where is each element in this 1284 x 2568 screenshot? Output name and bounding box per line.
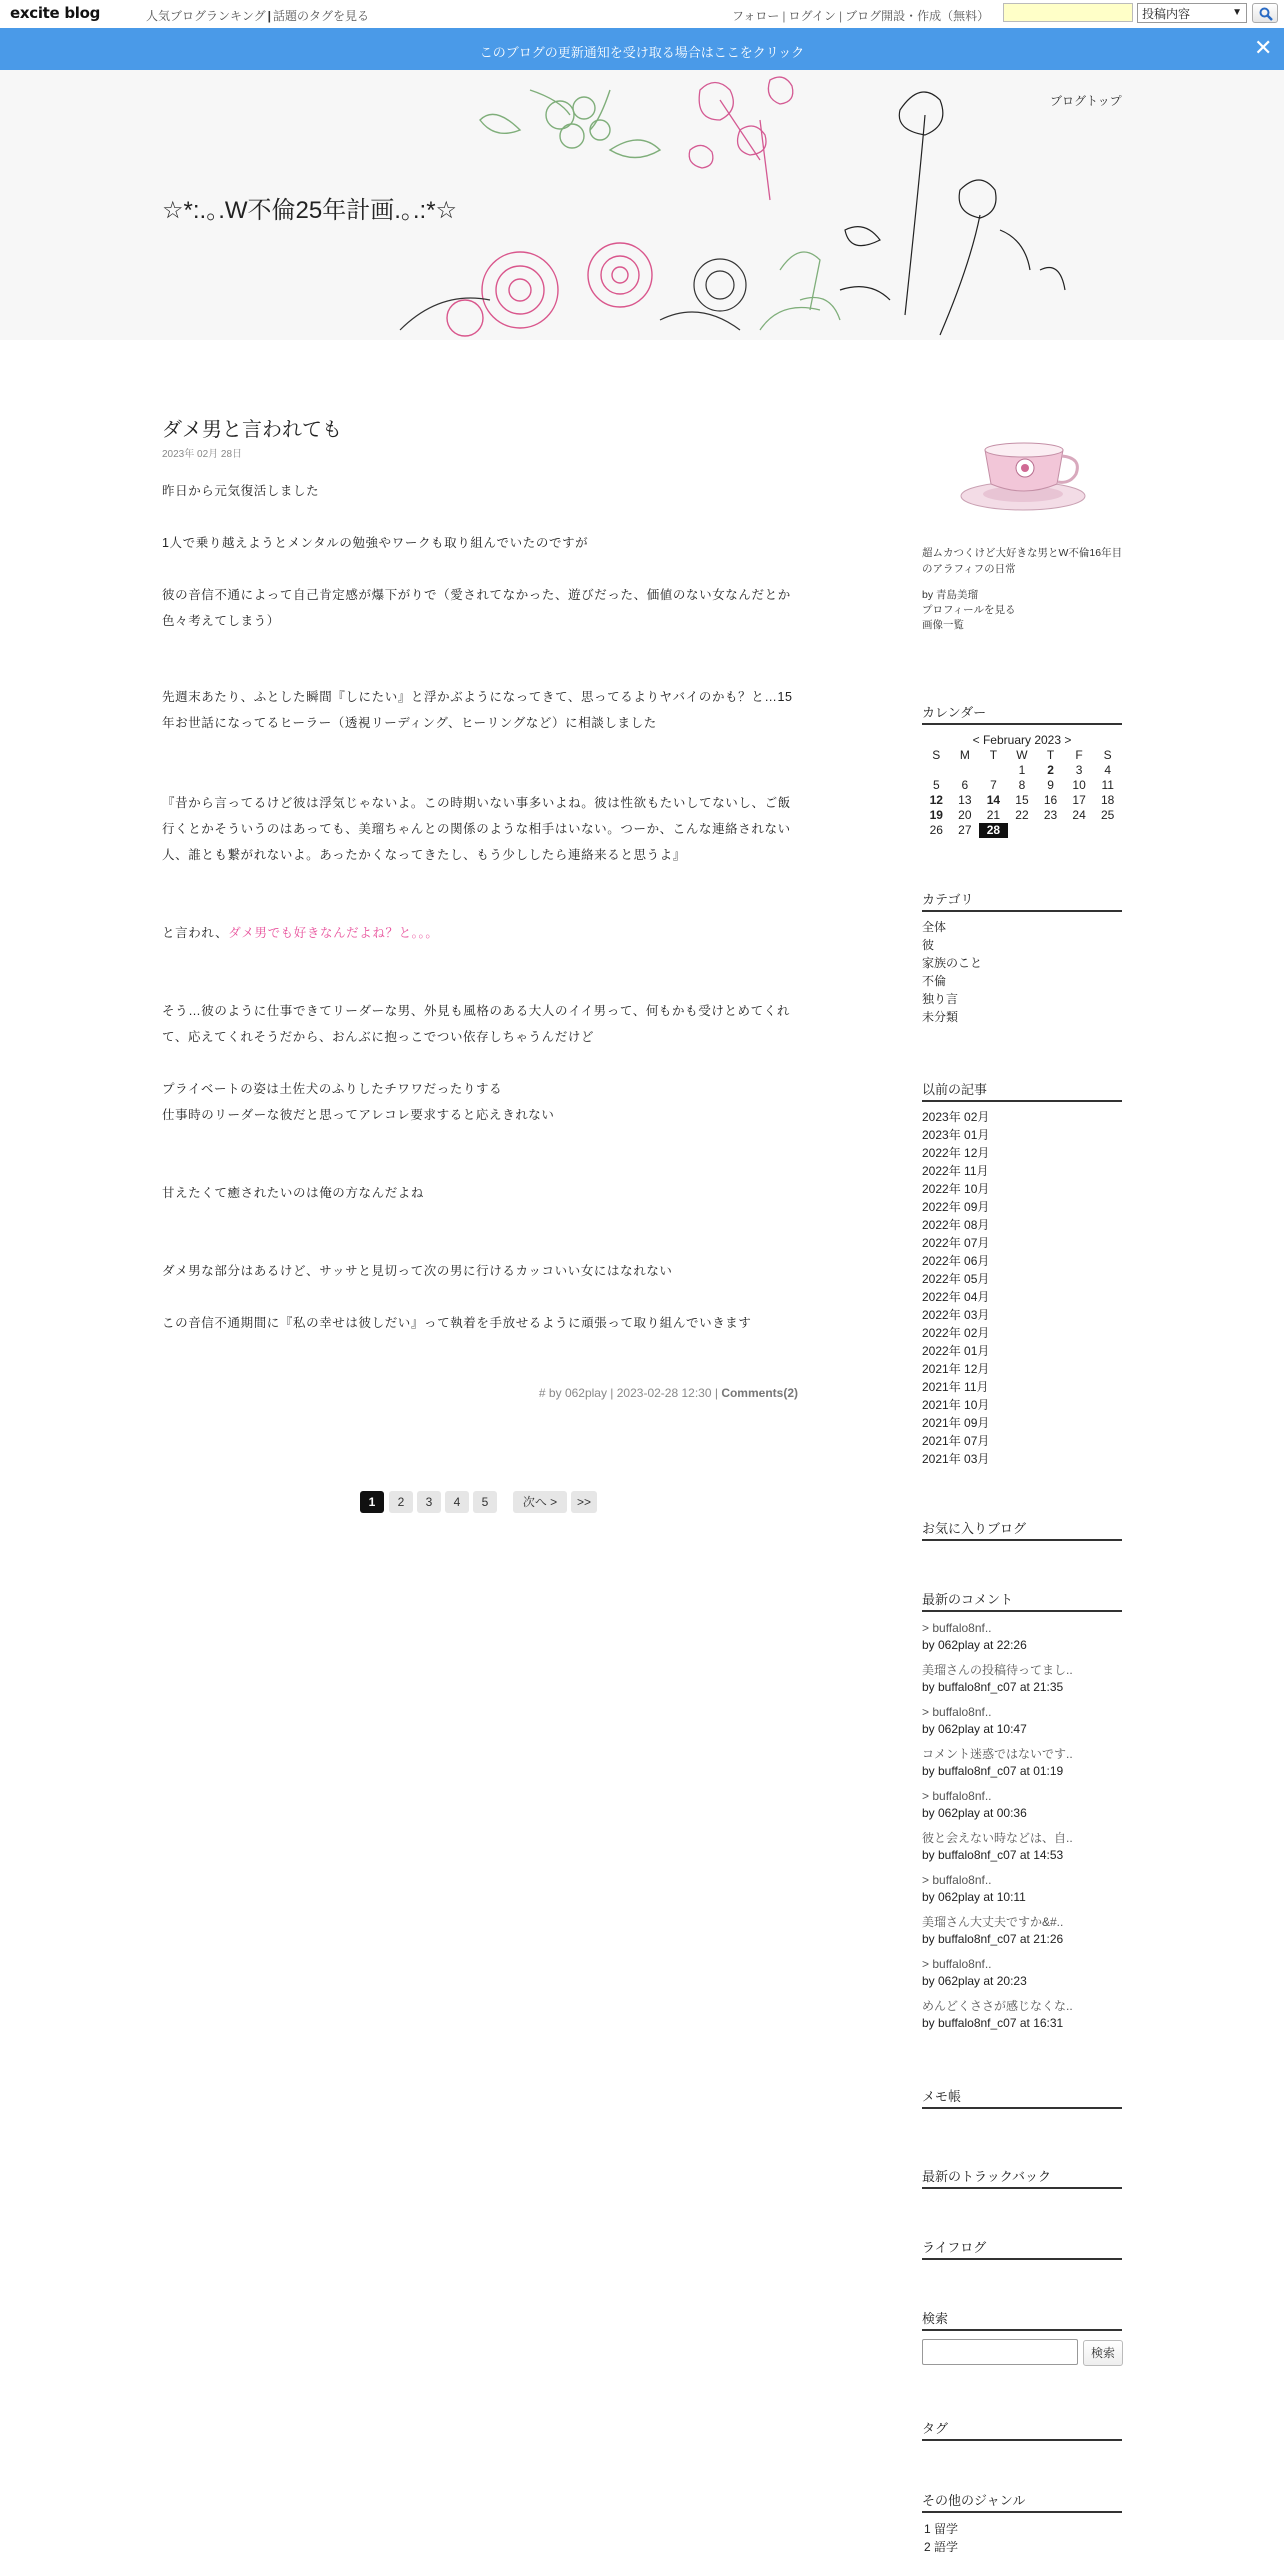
archive-heading: 以前の記事 — [922, 1079, 1122, 1102]
calendar-day: 17 — [1072, 793, 1086, 807]
post-title[interactable]: ダメ男と言われても — [162, 419, 342, 441]
post-paragraph: 昨日から元気復活しました — [162, 484, 320, 498]
calendar-week — [922, 808, 1122, 823]
archive-item[interactable]: 2022年 11月 — [922, 1164, 989, 1178]
archive-item[interactable]: 2022年 12月 — [922, 1146, 990, 1160]
calendar-weekday: S — [932, 748, 941, 762]
calendar-day: 13 — [958, 793, 972, 807]
calendar-weekday: S — [1103, 748, 1112, 762]
post-paragraph: 先週末あたり、ふとした瞬間『しにたい』と浮かぶようになってきて、思ってるよりヤバイのかも？と…15年お世話になってるヒーラー（透視リーディング、ヒーリングなど）に相談しました — [162, 690, 793, 730]
post-date: 2023年 02月 28日 — [162, 449, 243, 460]
category-list — [922, 918, 982, 1026]
pink-link[interactable]: ダメ男でも好きなんだよね？と。。。 — [228, 926, 439, 940]
post-paragraph: 甘えたくて癒されたいのは俺の方なんだよね — [162, 1186, 425, 1200]
logo-text: excite blog — [10, 4, 101, 22]
category-item[interactable]: 未分類 — [922, 1010, 959, 1024]
calendar-empty-cell — [1065, 823, 1094, 838]
comment-excerpt[interactable]: > buffalo8nf.. — [922, 1957, 992, 1971]
calendar-day[interactable]: 12 — [929, 793, 943, 807]
comment-excerpt[interactable]: 美瑠さん大丈夫ですか&#.. — [922, 1915, 1064, 1929]
calendar-day[interactable]: 14 — [986, 793, 1001, 807]
calendar-day: 24 — [1072, 808, 1086, 822]
open-blog-link[interactable]: ブログ開設・作成（無料） — [845, 9, 990, 23]
comment-item[interactable] — [922, 1704, 1132, 1746]
paragraph-line: 仕事時のリーダーな彼だと思ってアレコレ要求すると応えきれない — [162, 1108, 555, 1122]
login-link[interactable]: ログイン — [788, 9, 836, 23]
category-item[interactable]: 不倫 — [922, 974, 947, 988]
comment-item[interactable] — [922, 1620, 1132, 1662]
profile-author: by 青島美瑠 — [922, 589, 979, 601]
calendar-day: 16 — [1043, 793, 1058, 807]
blog-title[interactable]: ☆*:.｡.W不倫25年計画.｡.:*☆ — [162, 197, 458, 224]
calendar-day: 27 — [958, 823, 972, 837]
calendar-empty-cell — [1093, 823, 1122, 838]
post-paragraph — [162, 920, 798, 946]
comment-item[interactable] — [922, 1788, 1132, 1830]
calendar-day: 7 — [990, 778, 997, 792]
recent-comments-heading: 最新のコメント — [922, 1589, 1122, 1612]
trackback-heading: 最新のトラックバック — [922, 2166, 1122, 2189]
trending-tags-link[interactable]: 話題のタグを見る — [273, 9, 370, 23]
comment-byline: by buffalo8nf_c07 at 16:31 — [922, 2016, 1064, 2030]
calendar-empty-cell — [979, 763, 1008, 778]
excite-blog-logo[interactable] — [10, 4, 100, 22]
page-2-button[interactable]: 2 — [389, 1491, 413, 1513]
calendar-day: 22 — [1015, 808, 1029, 822]
post-paragraph: 彼の音信不通によって自己肯定感が爆下がりで（愛されてなかった、遊びだった、価値のない女なんだとか色々考えてしまう） — [162, 588, 791, 628]
calendar-day: 15 — [1015, 793, 1029, 807]
page-4-button[interactable]: 4 — [445, 1491, 469, 1513]
comment-excerpt[interactable]: > buffalo8nf.. — [922, 1705, 992, 1719]
calendar-day: 25 — [1101, 808, 1115, 822]
calendar-day: 21 — [986, 808, 1001, 822]
follow-link[interactable]: フォロー — [732, 9, 780, 23]
comment-byline: by 062play at 10:11 — [922, 1890, 1026, 1904]
comment-excerpt[interactable]: > buffalo8nf.. — [922, 1621, 992, 1635]
archive-item[interactable]: 2023年 02月 — [922, 1110, 990, 1124]
archive-item[interactable]: 2022年 01月 — [922, 1344, 990, 1358]
comment-byline: by buffalo8nf_c07 at 01:19 — [922, 1764, 1064, 1778]
comment-byline: by buffalo8nf_c07 at 21:26 — [922, 1932, 1064, 1946]
calendar-day[interactable]: 19 — [929, 808, 943, 822]
search-scope-value: 投稿内容 — [1142, 7, 1191, 21]
post-paragraph — [162, 1076, 798, 1128]
archive-list — [922, 1108, 989, 1468]
comment-byline: by buffalo8nf_c07 at 14:53 — [922, 1848, 1064, 1862]
comment-item[interactable] — [922, 1830, 1132, 1872]
archive-item[interactable]: 2021年 03月 — [922, 1452, 990, 1466]
page-5-button[interactable]: 5 — [473, 1491, 497, 1513]
topbar-left-links — [146, 7, 369, 24]
comment-item[interactable] — [922, 1998, 1132, 2040]
profile-link[interactable]: プロフィールを見る — [922, 604, 1016, 616]
comment-byline: by 062play at 10:47 — [922, 1722, 1027, 1736]
paragraph-line: プライベートの姿は土佐犬のふりしたチワワだったりする — [162, 1082, 503, 1096]
calendar-day: 5 — [932, 778, 940, 792]
sidebar-search-button[interactable]: 検索 — [1083, 2340, 1123, 2366]
calendar — [922, 733, 1122, 838]
calendar-day[interactable]: 2 — [1047, 763, 1054, 777]
profile-links — [922, 588, 1015, 633]
favorite-blogs-heading: お気に入りブログ — [922, 1518, 1122, 1541]
calendar-month-nav[interactable]: < February 2023 > — [972, 733, 1072, 747]
calendar-day: 23 — [1043, 808, 1058, 822]
calendar-weekday: W — [1016, 748, 1028, 762]
calendar-week — [922, 763, 1122, 778]
comment-excerpt[interactable]: めんどくささが感じなくな.. — [922, 1999, 1073, 2013]
archive-item[interactable]: 2022年 06月 — [922, 1254, 990, 1268]
blog-top-link[interactable]: ブログトップ — [1050, 94, 1122, 108]
archive-item[interactable]: 2022年 02月 — [922, 1326, 990, 1340]
page-3-button[interactable]: 3 — [417, 1491, 441, 1513]
search-icon — [1259, 7, 1273, 21]
archive-item[interactable]: 2022年 07月 — [922, 1236, 990, 1250]
calendar-week — [922, 778, 1122, 793]
update-notification-bar[interactable] — [0, 28, 1284, 70]
calendar-weekday: T — [1046, 748, 1055, 762]
post-meta — [400, 1386, 798, 1400]
genre-list — [924, 2520, 958, 2556]
calendar-empty-cell — [922, 763, 951, 778]
archive-item[interactable]: 2021年 10月 — [922, 1398, 990, 1412]
comment-excerpt[interactable]: 彼と会えない時などは、自.. — [922, 1831, 1073, 1845]
category-item[interactable]: 独り言 — [922, 992, 959, 1006]
calendar-day: 20 — [958, 808, 972, 822]
post-paragraph: ダメ男な部分はあるけど、サッサと見切って次の男に行けるカッコいい女にはなれない — [162, 1264, 673, 1278]
comment-excerpt[interactable]: 美瑠さんの投稿待ってまし.. — [922, 1663, 1073, 1677]
calendar-grid — [922, 748, 1122, 838]
calendar-day: 1 — [1018, 763, 1026, 777]
category-heading: カテゴリ — [922, 889, 1122, 912]
post-paragraph: 1人で乗り越えようとメンタルの勉強やワークも取り組んでいたのですが — [162, 536, 589, 550]
calendar-day: 26 — [929, 823, 943, 837]
separator: | — [267, 9, 272, 23]
calendar-empty-cell — [951, 763, 980, 778]
calendar-day: 10 — [1072, 778, 1086, 792]
post-paragraph: この音信不通期間に『私の幸せは彼しだい』って執着を手放せるように頑張って取り組んでいきます — [162, 1316, 752, 1330]
notification-text[interactable]: このブログの更新通知を受け取る場合はここをクリック — [479, 45, 805, 60]
separator: | — [838, 9, 843, 23]
topbar-right-links — [732, 7, 989, 24]
images-link[interactable]: 画像一覧 — [922, 619, 964, 631]
calendar-day: 6 — [961, 778, 969, 792]
calendar-empty-cell — [1008, 823, 1037, 838]
comment-byline: by 062play at 22:26 — [922, 1638, 1027, 1652]
memo-heading: メモ帳 — [922, 2086, 1122, 2109]
lifelog-heading: ライフログ — [922, 2237, 1122, 2260]
archive-item[interactable]: 2023年 01月 — [922, 1128, 990, 1142]
comment-byline: by buffalo8nf_c07 at 21:35 — [922, 1680, 1064, 1694]
comment-item[interactable] — [922, 1662, 1132, 1704]
post-paragraph: 『昔から言ってるけど彼は浮気じゃないよ。この時期いない事多いよね。彼は性欲もたいしてないし、ご飯行くとかそういうのはあっても、美瑠ちゃんとの関係のような相手はいない。つーか、こんな連絡されない人、誰とも繋がれないよ。あったかくなってきたし、もう少ししたら連絡来ると思うよ』 — [162, 796, 791, 862]
genre-item[interactable]: 1 留学 — [924, 2522, 959, 2536]
topbar-search-input[interactable] — [1003, 3, 1133, 22]
comment-item[interactable] — [922, 1872, 1132, 1914]
recent-comments-list — [922, 1620, 1132, 2040]
tags-heading: タグ — [922, 2418, 1122, 2441]
category-item[interactable]: 家族のこと — [922, 956, 983, 970]
genre-item[interactable]: 2 語学 — [924, 2540, 959, 2554]
comments-link[interactable]: Comments(2) — [721, 1386, 798, 1400]
calendar-day: 11 — [1101, 778, 1114, 792]
archive-item[interactable]: 2022年 08月 — [922, 1218, 990, 1232]
calendar-weekday: F — [1075, 748, 1083, 762]
archive-item[interactable]: 2022年 05月 — [922, 1272, 990, 1286]
category-item[interactable]: 彼 — [922, 938, 935, 952]
calendar-day: 9 — [1047, 778, 1054, 792]
ranking-link[interactable]: 人気ブログランキング — [146, 9, 266, 23]
separator: | — [782, 9, 786, 23]
close-icon[interactable]: ✕ — [1254, 35, 1273, 60]
profile-image[interactable] — [955, 428, 1095, 516]
profile-description: 超ムカつくけど大好きな男とW不倫16年目のアラフィフの日常 — [922, 547, 1123, 575]
global-topbar — [0, 0, 1284, 29]
page-1-button[interactable]: 1 — [360, 1491, 384, 1513]
calendar-day[interactable]: 28 — [979, 823, 1008, 838]
comment-byline: by 062play at 00:36 — [922, 1806, 1027, 1820]
post-meta-info[interactable]: # by 062play | 2023-02-28 12:30 | — [538, 1386, 718, 1400]
blog-header — [0, 70, 1284, 340]
comment-excerpt[interactable]: > buffalo8nf.. — [922, 1873, 992, 1887]
archive-item[interactable]: 2021年 07月 — [922, 1434, 990, 1448]
comment-excerpt[interactable]: コメント迷惑ではないです.. — [922, 1747, 1073, 1761]
calendar-weekday: M — [959, 748, 970, 762]
chevron-down-icon: ▼ — [1232, 7, 1242, 18]
next-page-button[interactable]: 次へ > — [513, 1491, 567, 1513]
calendar-heading: カレンダー — [922, 702, 1122, 725]
comment-item[interactable] — [922, 1746, 1132, 1788]
calendar-day: 18 — [1101, 793, 1115, 807]
calendar-day: 8 — [1018, 778, 1026, 792]
last-page-button[interactable]: >> — [571, 1491, 597, 1513]
search-scope-select[interactable] — [1137, 3, 1247, 23]
other-genres-heading: その他のジャンル — [922, 2490, 1122, 2513]
comment-byline: by 062play at 20:23 — [922, 1974, 1027, 1988]
calendar-week — [922, 793, 1122, 808]
calendar-empty-cell — [1036, 823, 1065, 838]
archive-item[interactable]: 2022年 04月 — [922, 1290, 990, 1304]
calendar-week — [922, 823, 1122, 838]
archive-item[interactable]: 2022年 03月 — [922, 1308, 990, 1322]
topbar-search-button[interactable] — [1252, 3, 1278, 23]
comment-item[interactable] — [922, 1914, 1132, 1956]
paragraph-text: と言われ、 — [162, 926, 229, 940]
category-item[interactable]: 全体 — [922, 920, 947, 934]
calendar-day: 3 — [1075, 763, 1083, 777]
calendar-weekday: T — [989, 748, 998, 762]
sidebar-search-input[interactable] — [922, 2339, 1078, 2365]
archive-item[interactable]: 2022年 10月 — [922, 1182, 990, 1196]
comment-item[interactable] — [922, 1956, 1132, 1998]
archive-item[interactable]: 2021年 09月 — [922, 1416, 990, 1430]
archive-item[interactable]: 2021年 12月 — [922, 1362, 990, 1376]
archive-item[interactable]: 2022年 09月 — [922, 1200, 990, 1214]
post-paragraph: そう…彼のように仕事できてリーダーな男、外見も風格のある大人のイイ男って、何もかも受けとめてくれて、応えてくれそうだから、おんぶに抱っこでつい依存しちゃうんだけど — [162, 1004, 790, 1044]
archive-item[interactable]: 2021年 11月 — [922, 1380, 989, 1394]
search-heading: 検索 — [922, 2308, 1122, 2331]
comment-excerpt[interactable]: > buffalo8nf.. — [922, 1789, 992, 1803]
calendar-day: 4 — [1104, 763, 1112, 777]
